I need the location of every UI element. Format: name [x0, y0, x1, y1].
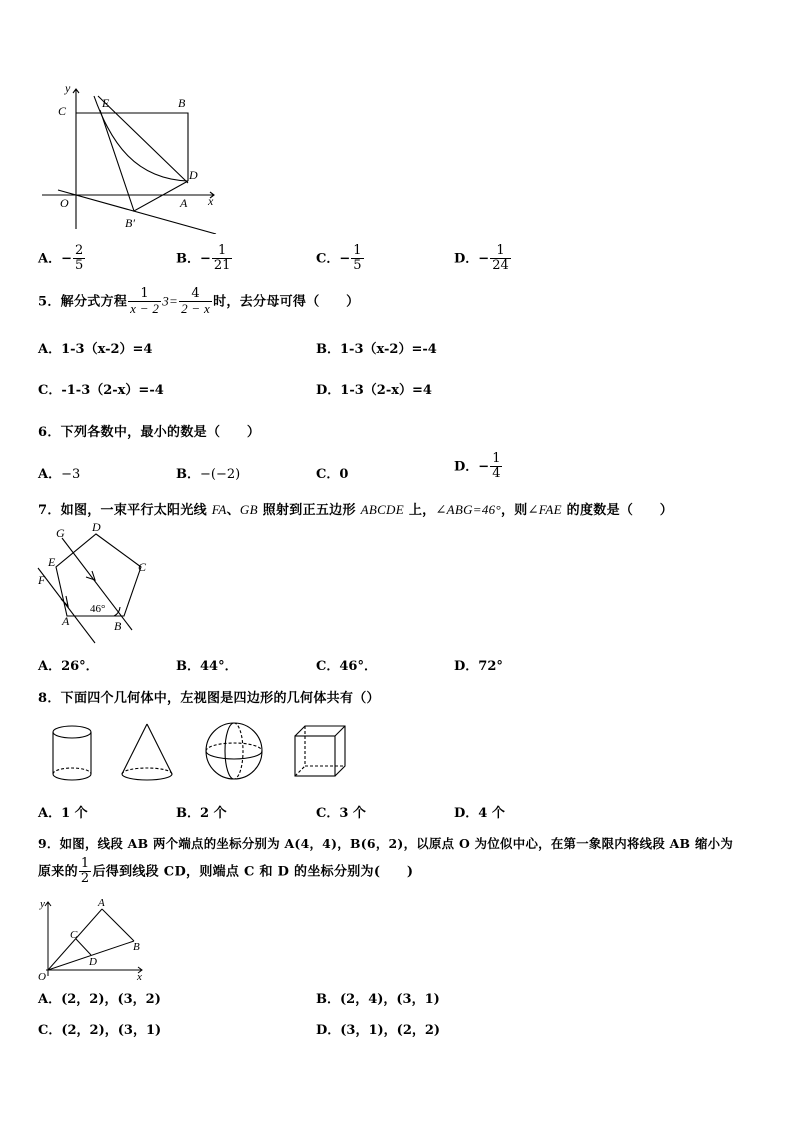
q6-option-a[interactable]: A．−3	[38, 467, 81, 482]
q9-option-d[interactable]: D．(3，1)，(2，2)	[316, 1023, 441, 1038]
fold-e-bprime-d	[100, 110, 188, 211]
q8-stem: 8．下面四个几何体中，左视图是四边形的几何体共有（）	[38, 691, 380, 706]
q4-figure	[36, 84, 226, 234]
q9-option-b[interactable]: B．(2，4)，(3，1)	[316, 992, 440, 1007]
label-d: D	[189, 168, 198, 182]
q5-stem: 5．解分式方程 $\frac{1}{x - 2}$ 3= $\frac{4}{2 - x}$ 时，去分母可得（ ）	[38, 286, 360, 317]
q7-option-d[interactable]: D．72°	[454, 659, 503, 674]
segment-ab	[102, 909, 134, 941]
cone	[122, 724, 172, 780]
q9-figure	[34, 894, 149, 982]
q6-stem: 6．下列各数中，最小的数是（ ）	[38, 425, 261, 440]
label-y: y	[40, 898, 45, 910]
label-d: D	[92, 520, 101, 534]
q8-solids-figure	[44, 718, 364, 788]
q4-option-c[interactable]: C．− $\frac{1}{5}$	[316, 243, 362, 274]
cylinder	[53, 726, 91, 780]
label-c: C	[58, 104, 67, 118]
q7-option-c[interactable]: C．46°．	[316, 659, 377, 674]
label-y: y	[65, 84, 71, 95]
label-c: C	[70, 929, 78, 941]
label-a: A	[180, 196, 188, 210]
label-f: F	[38, 573, 46, 587]
q6-option-d[interactable]: D．− $\frac{1}{4}$	[454, 451, 501, 482]
q8-option-d[interactable]: D．4 个	[454, 806, 505, 821]
q7-option-b[interactable]: B．44°．	[176, 659, 238, 674]
q9-stem-line2: 原来的 $\frac{1}{2}$ 后得到线段 CD，则端点 C 和 D 的坐标分别为( )	[38, 856, 414, 887]
q4-option-d[interactable]: D．− $\frac{1}{24}$	[454, 243, 509, 274]
q4-option-a[interactable]: A．− $\frac{2}{5}$	[38, 243, 84, 274]
rectangle-cebd	[76, 113, 188, 181]
label-e: E	[102, 96, 110, 110]
ray-fa	[38, 568, 95, 643]
q9-option-a[interactable]: A．(2，2)，(3，2)	[38, 992, 161, 1007]
q6-option-b[interactable]: B．−(−2)	[176, 467, 241, 482]
label-o: O	[38, 971, 46, 982]
label-a: A	[62, 614, 70, 628]
label-x: x	[208, 194, 214, 208]
label-b-prime: B′	[125, 216, 135, 230]
q5-option-a[interactable]: A．1-3（x-2）=4	[38, 342, 153, 357]
label-a: A	[98, 897, 105, 909]
label-e: E	[48, 555, 56, 569]
q7-stem: 7．如图，一束平行太阳光线 FA、GB 照射到正五边形 ABCDE 上，∠ABG=46°，则∠FAE 的度数是（ ）	[38, 502, 674, 518]
q8-option-b[interactable]: B．2 个	[176, 806, 227, 821]
q5-option-c[interactable]: C．-1-3（2-x）=-4	[38, 383, 164, 398]
q5-option-b[interactable]: B．1-3（x-2）=-4	[316, 342, 437, 357]
label-b: B	[114, 619, 122, 633]
q8-option-c[interactable]: C．3 个	[316, 806, 366, 821]
q4-option-b[interactable]: B．− $\frac{1}{21}$	[176, 243, 231, 274]
q5-option-d[interactable]: D．1-3（2-x）=4	[316, 383, 432, 398]
sphere	[206, 723, 262, 779]
q7-option-a[interactable]: A．26°．	[38, 659, 99, 674]
label-b: B	[133, 941, 140, 953]
line-through-b-prime	[58, 190, 216, 234]
label-o: O	[60, 196, 69, 210]
line-ed	[98, 96, 188, 183]
q6-option-c[interactable]: C．0	[316, 467, 349, 482]
cube	[295, 726, 345, 776]
q8-option-a[interactable]: A．1 个	[38, 806, 88, 821]
label-46-deg: 46°	[90, 603, 106, 615]
q7-pentagon-figure	[34, 520, 164, 645]
q9-stem-line1: 9．如图，线段 AB 两个端点的坐标分别为 A(4，4)，B(6，2)，以原点 O 为位似中心，在第一象限内将线段 AB 缩小为	[38, 836, 734, 851]
label-x: x	[137, 971, 142, 982]
label-d: D	[89, 956, 97, 968]
segment-cd	[76, 939, 91, 955]
label-c: C	[138, 560, 147, 574]
label-g: G	[56, 526, 65, 540]
q9-option-c[interactable]: C．(2，2)，(3，1)	[38, 1023, 162, 1038]
label-b: B	[178, 96, 186, 110]
